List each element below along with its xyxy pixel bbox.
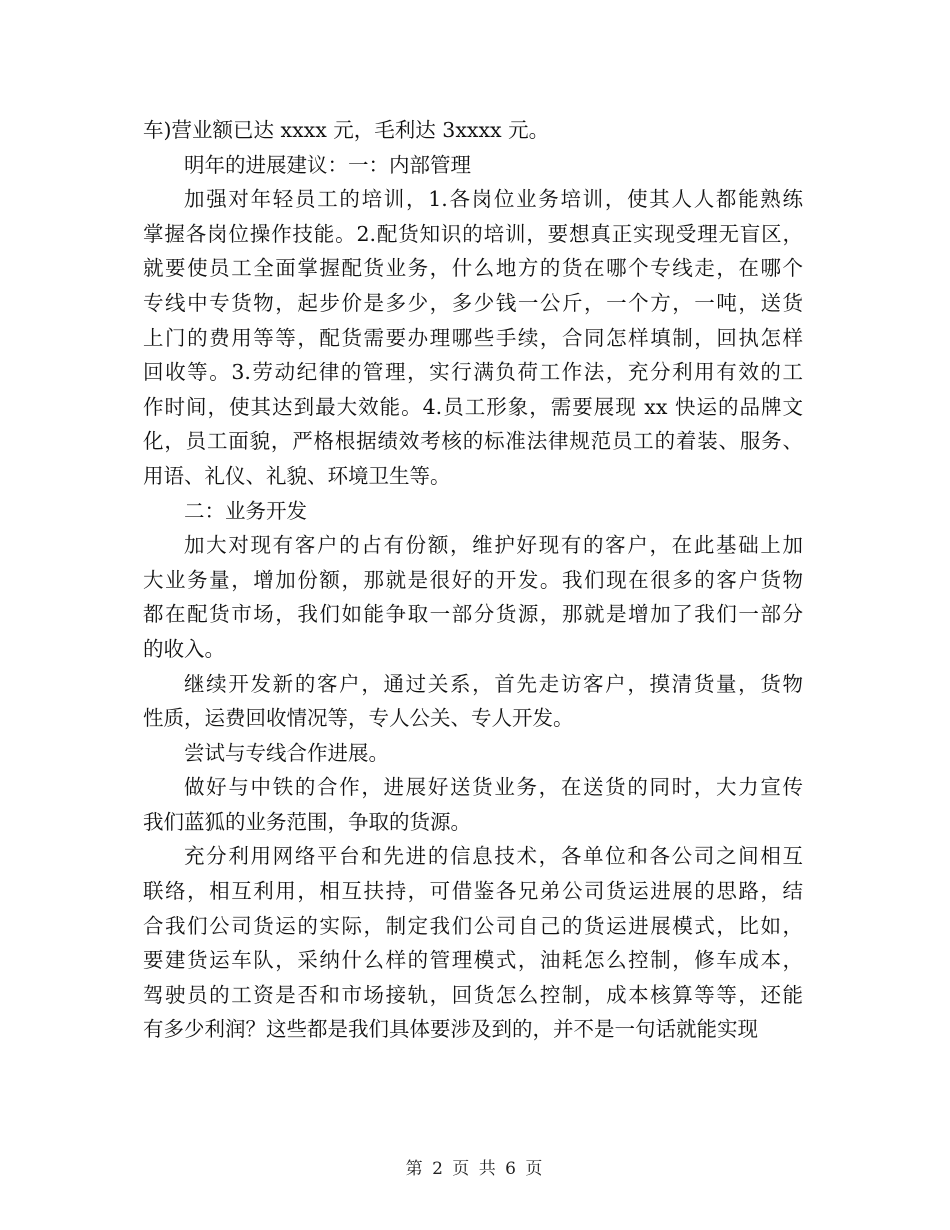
paragraph-8-line-1: 联络，相互利用，相互扶持，可借鉴各兄弟公司货运进展的思路，结 bbox=[143, 879, 803, 904]
paragraph-5-line-0: 继续开发新的客户，通过关系，首先走访客户，摸清货量，货物 bbox=[184, 671, 803, 696]
paragraph-2-line-8: 用语、礼仪、礼貌、环境卫生等。 bbox=[143, 463, 451, 488]
paragraph-7-line-0: 做好与中铁的合作，进展好送货业务，在送货的同时，大力宣传 bbox=[184, 775, 803, 800]
document-body bbox=[143, 113, 803, 1047]
paragraph-2-line-3: 专线中专货物，起步价是多少，多少钱一公斤，一个方，一吨，送货 bbox=[143, 290, 803, 315]
paragraph-8-line-4: 驾驶员的工资是否和市场接轨，回货怎么控制，成本核算等等，还能 bbox=[143, 982, 803, 1007]
paragraph-4-line-1: 大业务量，增加份额，那就是很好的开发。我们现在很多的客户货物 bbox=[143, 567, 803, 592]
paragraph-8-line-0: 充分利用网络平台和先进的信息技术，各单位和各公司之间相互 bbox=[184, 844, 803, 869]
paragraph-2-line-7: 化，员工面貌，严格根据绩效考核的标准法律规范员工的着装、服务、 bbox=[143, 429, 803, 454]
paragraph-4-line-2: 都在配货市场，我们如能争取一部分货源，那就是增加了我们一部分 bbox=[143, 602, 803, 627]
paragraph-8-line-2: 合我们公司货运的实际，制定我们公司自己的货运进展模式，比如， bbox=[143, 913, 803, 938]
paragraph-0-line-0: 车)营业额已达 xxxx 元，毛利达 3xxxx 元。 bbox=[143, 118, 550, 142]
paragraph-7-line-1: 我们蓝狐的业务范围，争取的货源。 bbox=[143, 809, 471, 834]
paragraph-8-line-3: 要建货运车队，采纳什么样的管理模式，油耗怎么控制，修车成本， bbox=[143, 948, 803, 973]
paragraph-1-line-0: 明年的进展建议：一：内部管理 bbox=[184, 152, 471, 177]
paragraph-2-line-1: 掌握各岗位操作技能。2.配货知识的培训，要想真正实现受理无盲区， bbox=[143, 221, 803, 246]
paragraph-8-line-5: 有多少利润？这些都是我们具体要涉及到的，并不是一句话就能实现 bbox=[143, 1017, 758, 1042]
paragraph-2-line-0: 加强对年轻员工的培训，1.各岗位业务培训，使其人人都能熟练 bbox=[184, 187, 803, 212]
paragraph-2-line-2: 就要使员工全面掌握配货业务，什么地方的货在哪个专线走，在哪个 bbox=[143, 256, 803, 281]
paragraph-6-line-0: 尝试与专线合作进展。 bbox=[184, 740, 389, 765]
paragraph-5-line-1: 性质，运费回收情况等，专人公关、专人开发。 bbox=[143, 706, 574, 731]
paragraph-2-line-6: 作时间，使其达到最大效能。4.员工形象，需要展现 xx 快运的品牌文 bbox=[143, 394, 803, 419]
page-footer: 第 2 页 共 6 页 bbox=[405, 1159, 545, 1179]
paragraph-2-line-4: 上门的费用等等，配货需要办理哪些手续，合同怎样填制，回执怎样 bbox=[143, 325, 803, 350]
paragraph-4-line-0: 加大对现有客户的占有份额，维护好现有的客户，在此基础上加 bbox=[184, 533, 803, 558]
paragraph-2-line-5: 回收等。3.劳动纪律的管理，实行满负荷工作法，充分利用有效的工 bbox=[143, 360, 803, 385]
paragraph-3-line-0: 二：业务开发 bbox=[184, 498, 307, 523]
paragraph-4-line-3: 的收入。 bbox=[143, 636, 225, 661]
